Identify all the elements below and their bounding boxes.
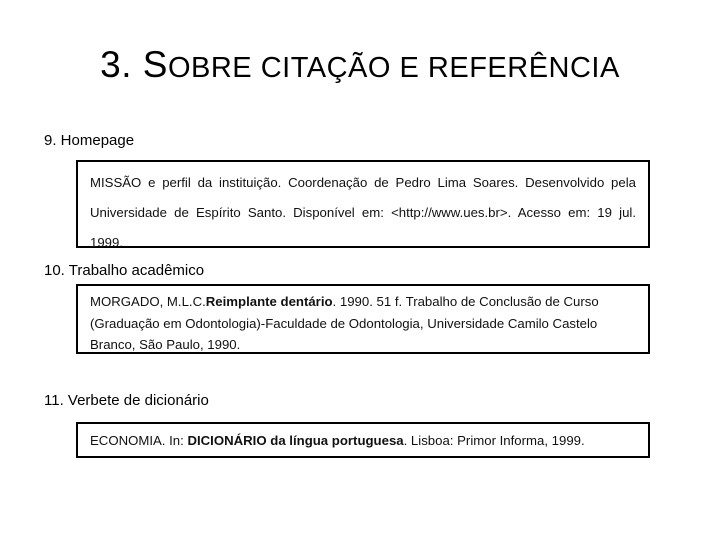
title-rest: OBRE CITAÇÃO E REFERÊNCIA [167, 52, 620, 84]
reference-text-verbete [90, 432, 636, 450]
reference-publication: . Lisboa: Primor Informa, 1999. [403, 433, 585, 448]
reference-author: MORGADO, M.L.C. [90, 294, 206, 309]
reference-details: . 1990. 51 f. Trabalho de Conclusão de Curso (Graduação em Odontologia)-Faculdade de Odontologia, Universidade Camilo Castelo Branco, São Paulo, 1990. [90, 294, 599, 352]
title-first-letter: S [142, 44, 168, 85]
reference-box-trabalho-academico [76, 284, 650, 354]
reference-text-homepage: MISSÃO e perfil da instituição. Coordenação de Pedro Lima Soares. Desenvolvido pela Universidade de Espírito Santo. Disponível em: <http://www.ues.br>. Acesso em: 19 jul. 1999. [90, 175, 636, 250]
reference-title-bold: Reimplante dentário [205, 294, 333, 309]
reference-text-trabalho-academico [90, 291, 636, 356]
reference-box-homepage [76, 160, 650, 248]
section-heading-verbete: 11. Verbete de dicionário [44, 392, 209, 409]
section-heading-homepage: 9. Homepage [44, 132, 135, 149]
title-number: 3. [100, 44, 132, 85]
reference-entry: ECONOMIA. In: [90, 433, 188, 448]
section-heading-trabalho-academico: 10. Trabalho acadêmico [44, 262, 205, 279]
reference-box-verbete [76, 422, 650, 458]
slide-title [0, 44, 720, 86]
reference-dictionary-bold: DICIONÁRIO da língua portuguesa [187, 433, 404, 448]
